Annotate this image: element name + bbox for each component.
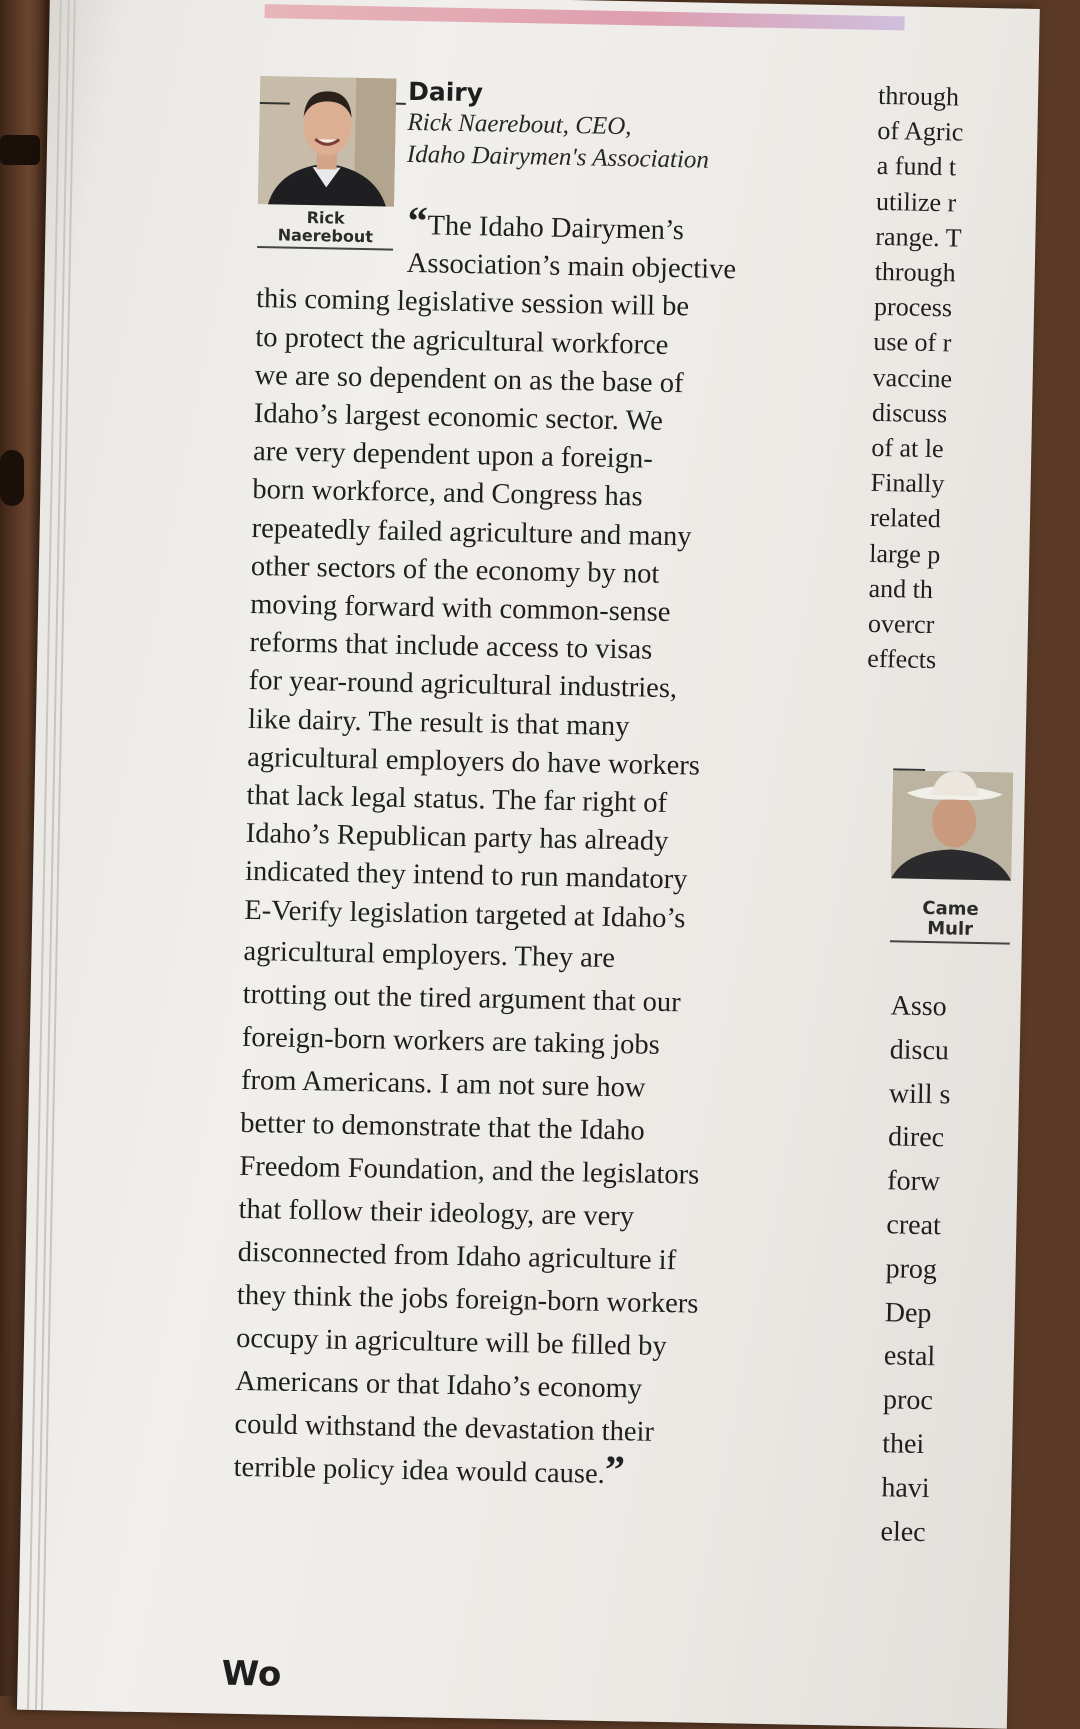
quote-line-text: E-Verify legislation targeted at Idaho’s xyxy=(244,894,686,935)
author-headshot xyxy=(258,76,396,207)
author-organization: Idaho Dairymen's Association xyxy=(406,140,710,174)
caption-line: Came xyxy=(922,897,979,920)
adjacent-column xyxy=(867,78,1078,1548)
adjacent-line: forw xyxy=(886,1165,941,1198)
adjacent-line: thei xyxy=(881,1428,925,1461)
adjacent-line: Dep xyxy=(884,1296,932,1329)
byline xyxy=(407,77,859,180)
quote-line-text: born workforce, and Congress has xyxy=(252,474,643,513)
quote-line-text: from Americans. I am not sure how xyxy=(240,1064,646,1104)
quote-line-text: trotting out the tired argument that our xyxy=(242,978,681,1019)
quote-line-text: other sectors of the economy by not xyxy=(250,550,660,590)
portrait-illustration xyxy=(258,76,396,207)
adjacent-text-upper xyxy=(867,78,1078,680)
adjacent-line: utilize r xyxy=(875,186,957,218)
quote-line-text: foreign-born workers are taking jobs xyxy=(241,1021,661,1061)
color-strip xyxy=(264,4,904,30)
adjacent-line: through xyxy=(874,256,956,288)
cowboy-portrait xyxy=(891,770,1013,880)
quote-line-text: like dairy. The result is that many xyxy=(247,703,630,742)
adjacent-line: direc xyxy=(887,1121,945,1154)
quote-line-text: Freedom Foundation, and the legislators xyxy=(239,1150,700,1191)
adjacent-line: process xyxy=(873,292,953,323)
quote-body xyxy=(233,197,860,1500)
adjacent-line: overcr xyxy=(867,608,935,640)
quote-line-text: for year-round agricultural industries, xyxy=(248,665,678,705)
adjacent-line: havi xyxy=(881,1472,930,1504)
adjacent-line: prog xyxy=(885,1253,938,1286)
photo-caption: Rick Naerebout xyxy=(257,208,394,251)
quote-line-text: agricultural employers. They are xyxy=(243,935,616,974)
quote-line-text: that follow their ideology, are very xyxy=(238,1193,635,1233)
quote-line-text: that lack legal status. The far right of xyxy=(246,779,668,820)
quote-line-text: we are so dependent on as the base of xyxy=(254,359,684,400)
adjacent-line: Finally xyxy=(870,468,945,499)
adjacent-line: large p xyxy=(869,538,941,569)
next-section-heading: Wo xyxy=(221,1653,282,1695)
author-name: Rick Naerebout, CEO, xyxy=(407,108,632,141)
quote-paragraph xyxy=(233,197,860,1500)
quote-line-text: repeatedly failed agriculture and many xyxy=(251,512,692,553)
adjacent-line: through xyxy=(877,80,960,112)
adjacent-line: a fund t xyxy=(876,151,957,182)
table-notch xyxy=(0,450,24,506)
adjacent-line: discu xyxy=(889,1034,950,1067)
quote-line-text: indicated they intend to run mandatory xyxy=(244,856,688,896)
adjacent-line: Asso xyxy=(890,990,947,1023)
quote-line-text: terrible policy idea would cause. xyxy=(233,1451,606,1490)
adjacent-line: discuss xyxy=(871,397,948,429)
adjacent-text-lower xyxy=(880,984,952,1554)
adjacent-line: of Agric xyxy=(877,116,964,147)
quote-line-text: occupy in agriculture will be filled by xyxy=(235,1322,667,1362)
adjacent-line: proc xyxy=(882,1384,934,1417)
section-heading: Dairy xyxy=(407,76,484,108)
dairy-article xyxy=(233,76,862,1493)
adjacent-line: creat xyxy=(886,1209,942,1242)
table-notch xyxy=(0,135,40,165)
quote-line-text: Americans or that Idaho’s economy xyxy=(235,1365,643,1405)
close-quote-mark: ” xyxy=(604,1446,626,1493)
adjacent-line: will s xyxy=(888,1077,951,1111)
adjacent-line: elec xyxy=(880,1515,926,1548)
quote-line-text: they think the jobs foreign-born workers xyxy=(236,1279,699,1320)
second-author-headshot xyxy=(891,770,1013,880)
quote-line-text: Idaho’s Republican party has already xyxy=(245,818,669,858)
adjacent-line: estal xyxy=(883,1340,936,1373)
quote-line-text: agricultural employers do have workers xyxy=(247,741,701,782)
adjacent-line: and th xyxy=(868,573,934,604)
quote-line-text: better to demonstrate that the Idaho xyxy=(239,1107,645,1147)
magazine-page xyxy=(17,0,1040,1729)
adjacent-line: range. T xyxy=(875,221,962,253)
quote-line-text: are very dependent upon a foreign- xyxy=(252,436,654,475)
second-photo-caption xyxy=(890,898,1011,944)
quote-line-text: The Idaho Dairymen’s xyxy=(427,210,685,247)
quote-line-text: reforms that include access to visas xyxy=(249,627,653,666)
open-quote-mark: “ xyxy=(407,197,429,244)
adjacent-line: related xyxy=(869,503,942,534)
quote-line-text: Idaho’s largest economic sector. We xyxy=(253,398,664,437)
quote-line-text: Association’s main objective xyxy=(406,248,737,286)
quote-line-text: to protect the agricultural workforce xyxy=(255,321,669,361)
adjacent-line: vaccine xyxy=(872,362,953,394)
adjacent-line: use of r xyxy=(873,327,952,358)
adjacent-line: effects xyxy=(867,644,937,675)
quote-line-text: moving forward with common-sense xyxy=(249,588,671,629)
quote-line-text: this coming legislative session will be xyxy=(255,283,690,323)
adjacent-line: of at le xyxy=(871,432,944,464)
quote-line-text: disconnected from Idaho agriculture if xyxy=(237,1236,677,1277)
page-edge xyxy=(41,0,76,1710)
quote-line-text: could withstand the devastation their xyxy=(234,1408,655,1448)
caption-line: Mulr xyxy=(927,918,974,940)
photo-rule-right xyxy=(396,103,406,105)
